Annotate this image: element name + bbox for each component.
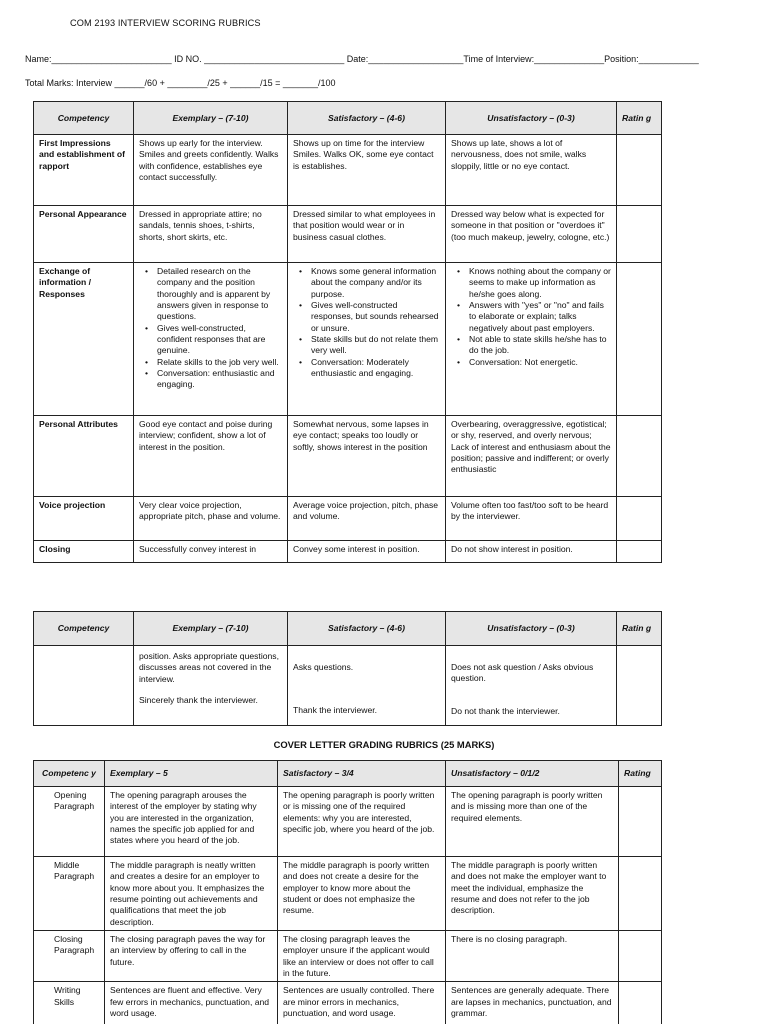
satisfactory-cell: Dressed similar to what employees in that position would wear or in business casual clothes. (288, 206, 446, 263)
competency-cell: Middle Paragraph (34, 857, 105, 931)
cell-text: Does not ask question / Asks obvious question. (451, 662, 594, 684)
header-rating: Rating (619, 761, 662, 787)
rating-cell[interactable] (617, 206, 662, 263)
header-competency: Competenc y (34, 761, 105, 787)
unsatisfactory-cell (446, 263, 617, 416)
list-item: • Knows some general information about the company and/or its purpose. (293, 266, 440, 300)
unsatisfactory-cell (446, 646, 617, 726)
exemplary-cell: Dressed in appropriate attire; no sandals, tennis shoes, t-shirts, shorts, short skirts, etc. (134, 206, 288, 263)
competency-cell: First Impressions and establishment of rapport (34, 135, 134, 206)
rating-cell[interactable] (617, 646, 662, 726)
cell-text: Do not thank the interviewer. (451, 705, 560, 716)
table-row (34, 787, 662, 857)
rating-cell[interactable] (619, 857, 662, 931)
header-satisfactory: Satisfactory – (4-6) (288, 612, 446, 646)
satisfactory-cell: Convey some interest in position. (288, 541, 446, 563)
list-item: • Relate skills to the job very well. (139, 357, 282, 368)
rating-cell[interactable] (617, 263, 662, 416)
table-header-row (34, 761, 662, 787)
list-item: • Conversation: Moderately enthusiastic and engaging. (293, 357, 440, 380)
table-row (34, 857, 662, 931)
rating-cell[interactable] (619, 787, 662, 857)
header-satisfactory: Satisfactory – 3/4 (278, 761, 446, 787)
table-row (34, 646, 662, 726)
rating-cell[interactable] (617, 135, 662, 206)
exemplary-cell: Shows up early for the interview. Smiles and greets confidently. Walks with confidence, establishes eye contact successfully. (134, 135, 288, 206)
rating-cell[interactable] (617, 541, 662, 563)
satisfactory-cell: The opening paragraph is poorly written or is missing one of the required elements: why you are interested, specific job, where you heard of the job. (278, 787, 446, 857)
competency-cell: Closing (34, 541, 134, 563)
satisfactory-cell: The closing paragraph leaves the employer unsure if the applicant would like an interview or does not offer to call in the future. (278, 931, 446, 982)
competency-cell: Closing Paragraph (34, 931, 105, 982)
header-rating: Ratin g (617, 102, 662, 135)
header-competency: Competency (34, 102, 134, 135)
rating-cell[interactable] (619, 931, 662, 982)
satisfactory-cell: Average voice projection, pitch, phase and volume. (288, 497, 446, 541)
table-row (34, 263, 662, 416)
unsatisfactory-cell: There is no closing paragraph. (446, 931, 619, 982)
list-item: • Gives well-constructed responses, but sounds rehearsed or unsure. (293, 300, 440, 334)
table-row (34, 497, 662, 541)
header-rating: Ratin g (617, 612, 662, 646)
table-header-row (34, 612, 662, 646)
exemplary-cell: The closing paragraph paves the way for an interview by offering to call in the future. (105, 931, 278, 982)
table-row (34, 206, 662, 263)
exemplary-cell: Good eye contact and poise during interview; confident, show a lot of interest in the position. (134, 416, 288, 497)
table-row (34, 541, 662, 563)
header-unsatisfactory: Unsatisfactory – 0/1/2 (446, 761, 619, 787)
competency-cell: Personal Attributes (34, 416, 134, 497)
competency-cell: Voice projection (34, 497, 134, 541)
unsatisfactory-cell: The opening paragraph is poorly written and is missing more than one of the required elements. (446, 787, 619, 857)
cell-text: position. Asks appropriate questions, discusses areas not covered in the interview. (139, 651, 279, 684)
list-item: • Not able to state skills he/she has to do the job. (451, 334, 611, 357)
list-item: • Answers with "yes" or "no" and fails to elaborate or explain; talks negatively about past employers. (451, 300, 611, 334)
cover-letter-title: COVER LETTER GRADING RUBRICS (25 MARKS) (273, 739, 495, 750)
list-item: • Conversation: Not energetic. (451, 357, 611, 368)
satisfactory-cell: The middle paragraph is poorly written and does not create a desire for the employer to know more about the student or does not emphasize the resume. (278, 857, 446, 931)
unsatisfactory-cell: The middle paragraph is poorly written and does not make the employer want to meet the individual, emphasize the resume and does not refer to the job description. (446, 857, 619, 931)
exemplary-cell: Sentences are fluent and effective. Very few errors in mechanics, punctuation, and word usage. (105, 982, 278, 1024)
list-item: • Conversation: enthusiastic and engaging. (139, 368, 282, 391)
exemplary-list (139, 266, 282, 391)
unsatisfactory-cell: Sentences are generally adequate. There are lapses in mechanics, punctuation, and grammar. (446, 982, 619, 1024)
exemplary-cell (134, 263, 288, 416)
table-row (34, 416, 662, 497)
header-satisfactory: Satisfactory – (4-6) (288, 102, 446, 135)
list-item: • Knows nothing about the company or seems to make up information as he/she goes along. (451, 266, 611, 300)
cell-text: Sincerely thank the interviewer. (139, 695, 258, 706)
cell-text: Asks questions. (293, 662, 354, 672)
header-exemplary: Exemplary – 5 (105, 761, 278, 787)
exemplary-cell: The middle paragraph is neatly written and creates a desire for an employer to know more about you. It emphasizes the resume pointing out achievements and qualifications that meet the job description. (105, 857, 278, 931)
satisfactory-cell: Shows up on time for the interview Smiles. Walks OK, some eye contact is establishes. (288, 135, 446, 206)
satisfactory-cell (288, 263, 446, 416)
rating-cell[interactable] (619, 982, 662, 1024)
competency-cell (34, 646, 134, 726)
satisfactory-cell (288, 646, 446, 726)
header-unsatisfactory: Unsatisfactory – (0-3) (446, 612, 617, 646)
unsatisfactory-cell: Overbearing, overaggressive, egotistical; or shy, reserved, and overly nervous; Lack of interest and enthusiasm about the position; passive and indifferent; or overly enthusiastic (446, 416, 617, 497)
list-item: • State skills but do not relate them very well. (293, 334, 440, 357)
document-title: COM 2193 INTERVIEW SCORING RUBRICS (70, 18, 261, 28)
list-item: • Detailed research on the company and the position thoroughly and is apparent by answers given in response to questions. (139, 266, 282, 323)
exemplary-cell: The opening paragraph arouses the interest of the employer by stating why you are interested in the organization, names the specific job applied for and states where you heard of the job. (105, 787, 278, 857)
competency-cell: Exchange of information / Responses (34, 263, 134, 416)
rating-cell[interactable] (617, 497, 662, 541)
header-competency: Competency (34, 612, 134, 646)
table-row (34, 931, 662, 982)
exemplary-cell (134, 646, 288, 726)
list-item: • Gives well-constructed, confident responses that are genuine. (139, 323, 282, 357)
unsatisfactory-cell: Dressed way below what is expected for someone in that position or "overdoes it" (too much makeup, jewelry, cologne, etc.) (446, 206, 617, 263)
total-marks-line: Total Marks: Interview ______/60 + ________/25 + ______/15 = _______/100 (25, 78, 336, 88)
satisfactory-cell: Sentences are usually controlled. There are minor errors in mechanics, punctuation, and word usage. (278, 982, 446, 1024)
header-exemplary: Exemplary – (7-10) (134, 612, 288, 646)
competency-cell: Opening Paragraph (34, 787, 105, 857)
interview-rubric-continued-table (33, 611, 662, 726)
competency-cell: Writing Skills (34, 982, 105, 1024)
unsatisfactory-cell: Volume often too fast/too soft to be heard by the interviewer. (446, 497, 617, 541)
exemplary-cell: Successfully convey interest in (134, 541, 288, 563)
unsatisfactory-list (451, 266, 611, 368)
header-exemplary: Exemplary – (7-10) (134, 102, 288, 135)
table-row (34, 135, 662, 206)
cell-text: Thank the interviewer. (293, 705, 378, 716)
student-info-line: Name:________________________ ID NO. ____________________________ Date:___________________Time of Interview:______________Position:____________ (25, 54, 699, 64)
unsatisfactory-cell: Shows up late, shows a lot of nervousness, does not smile, walks sloppily, little or no eye contact. (446, 135, 617, 206)
interview-rubric-table (33, 101, 662, 563)
satisfactory-list (293, 266, 440, 379)
rating-cell[interactable] (617, 416, 662, 497)
unsatisfactory-cell: Do not show interest in position. (446, 541, 617, 563)
competency-cell: Personal Appearance (34, 206, 134, 263)
satisfactory-cell: Somewhat nervous, some lapses in eye contact; speaks too loudly or softly, shows interest in the position (288, 416, 446, 497)
header-unsatisfactory: Unsatisfactory – (0-3) (446, 102, 617, 135)
cover-letter-rubric-table (33, 760, 662, 1024)
table-header-row (34, 102, 662, 135)
table-row (34, 982, 662, 1024)
exemplary-cell: Very clear voice projection, appropriate pitch, phase and volume. (134, 497, 288, 541)
